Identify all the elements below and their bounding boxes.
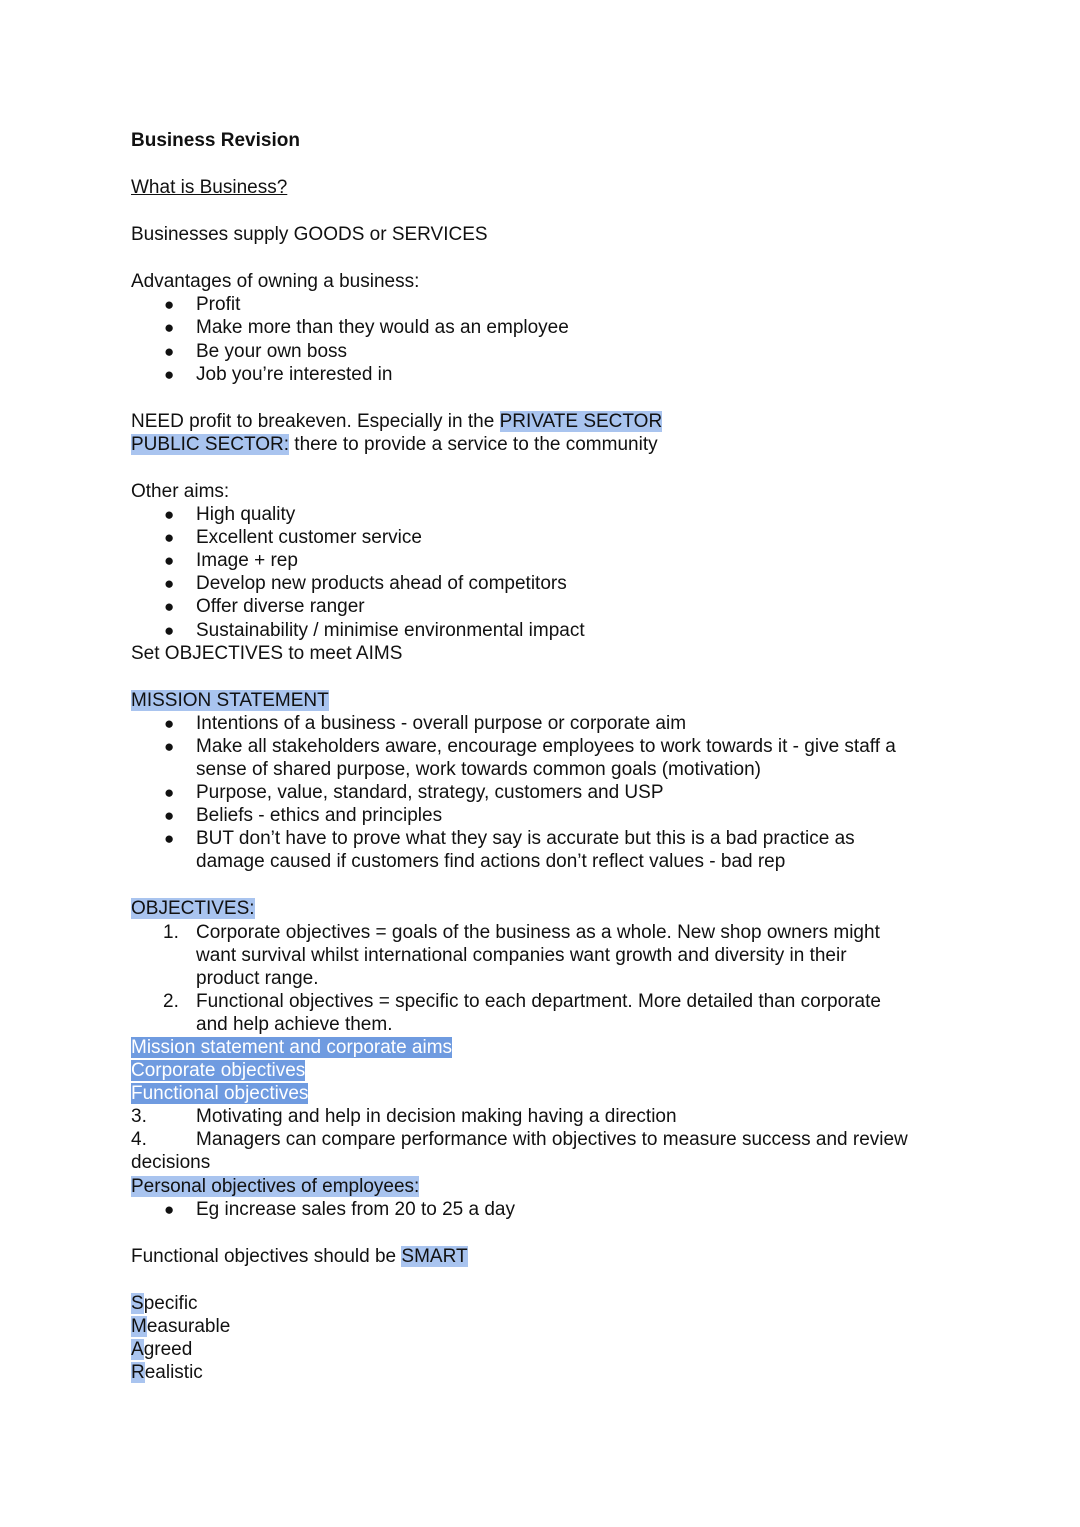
list-item: ● Make all stakeholders aware, encourage employees to work towards it - give staff a [164,735,896,757]
list-item: ● Be your own boss [164,340,348,362]
document-page [131,129,961,1384]
numbered-item: 2. Functional objectives = specific to each department. More detailed than corporate [163,990,881,1012]
hierarchy-item-mission: Mission statement and corporate aims [131,1037,453,1058]
supply-line: Businesses supply GOODS or SERVICES [131,224,488,246]
hierarchy-item-functional: Functional objectives [131,1083,309,1105]
smart-word: Specific [131,1292,198,1314]
list-item: ● Make more than they would as an employee [164,317,569,339]
bullet-icon: ● [164,318,175,338]
mission-list [131,712,961,874]
objectives-hierarchy [131,1036,961,1105]
bullet-icon: ● [164,806,175,826]
mission-statement-heading: MISSION STATEMENT [131,689,329,711]
personal-objectives-heading: Personal objectives of employees: [131,1175,420,1197]
list-item: ● Intentions of a business - overall purpose or corporate aim [164,712,687,734]
public-sector-line: PUBLIC SECTOR: there to provide a service to the community [131,433,658,455]
bullet-icon: ● [164,364,175,384]
numbered-item: 1. Corporate objectives = goals of the business as a whole. New shop owners might [163,921,880,943]
other-aims-list [131,503,961,642]
bullet-icon: ● [164,551,175,571]
other-aims-intro: Other aims: [131,480,230,502]
advantages-list [131,293,961,385]
bullet-icon: ● [164,597,175,617]
numbered-item-continuation: want survival whilst international companies want growth and diversity in their [196,944,847,966]
list-item-continuation: sense of shared purpose, work towards common goals (motivation) [196,758,761,780]
public-sector-highlight: PUBLIC SECTOR: [131,433,290,455]
list-item: ● Excellent customer service [164,527,422,549]
list-item: ● High quality [164,504,296,526]
bullet-icon: ● [164,736,175,756]
document-title: Business Revision [131,130,300,151]
bullet-icon: ● [164,574,175,594]
smart-highlight: SMART [401,1245,468,1267]
bullet-icon: ● [164,783,175,803]
numbered-item-continuation: and help achieve them. [196,1013,393,1035]
numbered-item: 4. Managers can compare performance with objectives to measure success and review [131,1129,908,1151]
private-sector-highlight: PRIVATE SECTOR [499,410,663,432]
list-item: ● Purpose, value, standard, strategy, customers and USP [164,782,664,804]
list-item: ● Beliefs - ethics and principles [164,805,443,827]
bullet-icon: ● [164,505,175,525]
list-item: ● Eg increase sales from 20 to 25 a day [164,1198,515,1220]
smart-word: Measurable [131,1315,231,1337]
list-item: ● Develop new products ahead of competitors [164,573,567,595]
advantages-intro: Advantages of owning a business: [131,271,420,293]
list-item-continuation: damage caused if customers find actions don’t reflect values - bad rep [196,851,786,873]
section-heading-what-is-business: What is Business? [131,177,288,199]
bullet-icon: ● [164,341,175,361]
bullet-icon: ● [164,713,175,733]
bullet-icon: ● [164,1199,175,1219]
list-item: ● Profit [164,294,241,316]
list-item: ● Job you’re interested in [164,363,393,385]
list-item: ● BUT don’t have to prove what they say is accurate but this is a bad practice as [164,828,855,850]
objectives-heading: OBJECTIVES: [131,898,255,920]
smart-word: Agreed [131,1339,193,1361]
set-objectives-line: Set OBJECTIVES to meet AIMS [131,642,403,664]
need-profit-line: NEED profit to breakeven. Especially in the PRIVATE SECTOR [131,410,663,432]
list-item: ● Sustainability / minimise environmental impact [164,619,585,641]
bullet-icon: ● [164,829,175,849]
bullet-icon: ● [164,620,175,640]
objectives-numbered-list [131,921,961,1036]
smart-word: Realistic [131,1362,203,1384]
numbered-item: 3. Motivating and help in decision making having a direction [131,1106,677,1128]
bullet-icon: ● [164,528,175,548]
numbered-item-continuation: decisions [131,1152,211,1174]
smart-line: Functional objectives should be SMART [131,1245,468,1267]
bullet-icon: ● [164,295,175,315]
hierarchy-item-corporate: Corporate objectives [131,1060,306,1082]
list-item: ● Image + rep [164,550,298,572]
list-item: ● Offer diverse ranger [164,596,365,618]
smart-acronym-list [131,1292,961,1384]
numbered-item-continuation: product range. [196,967,319,989]
